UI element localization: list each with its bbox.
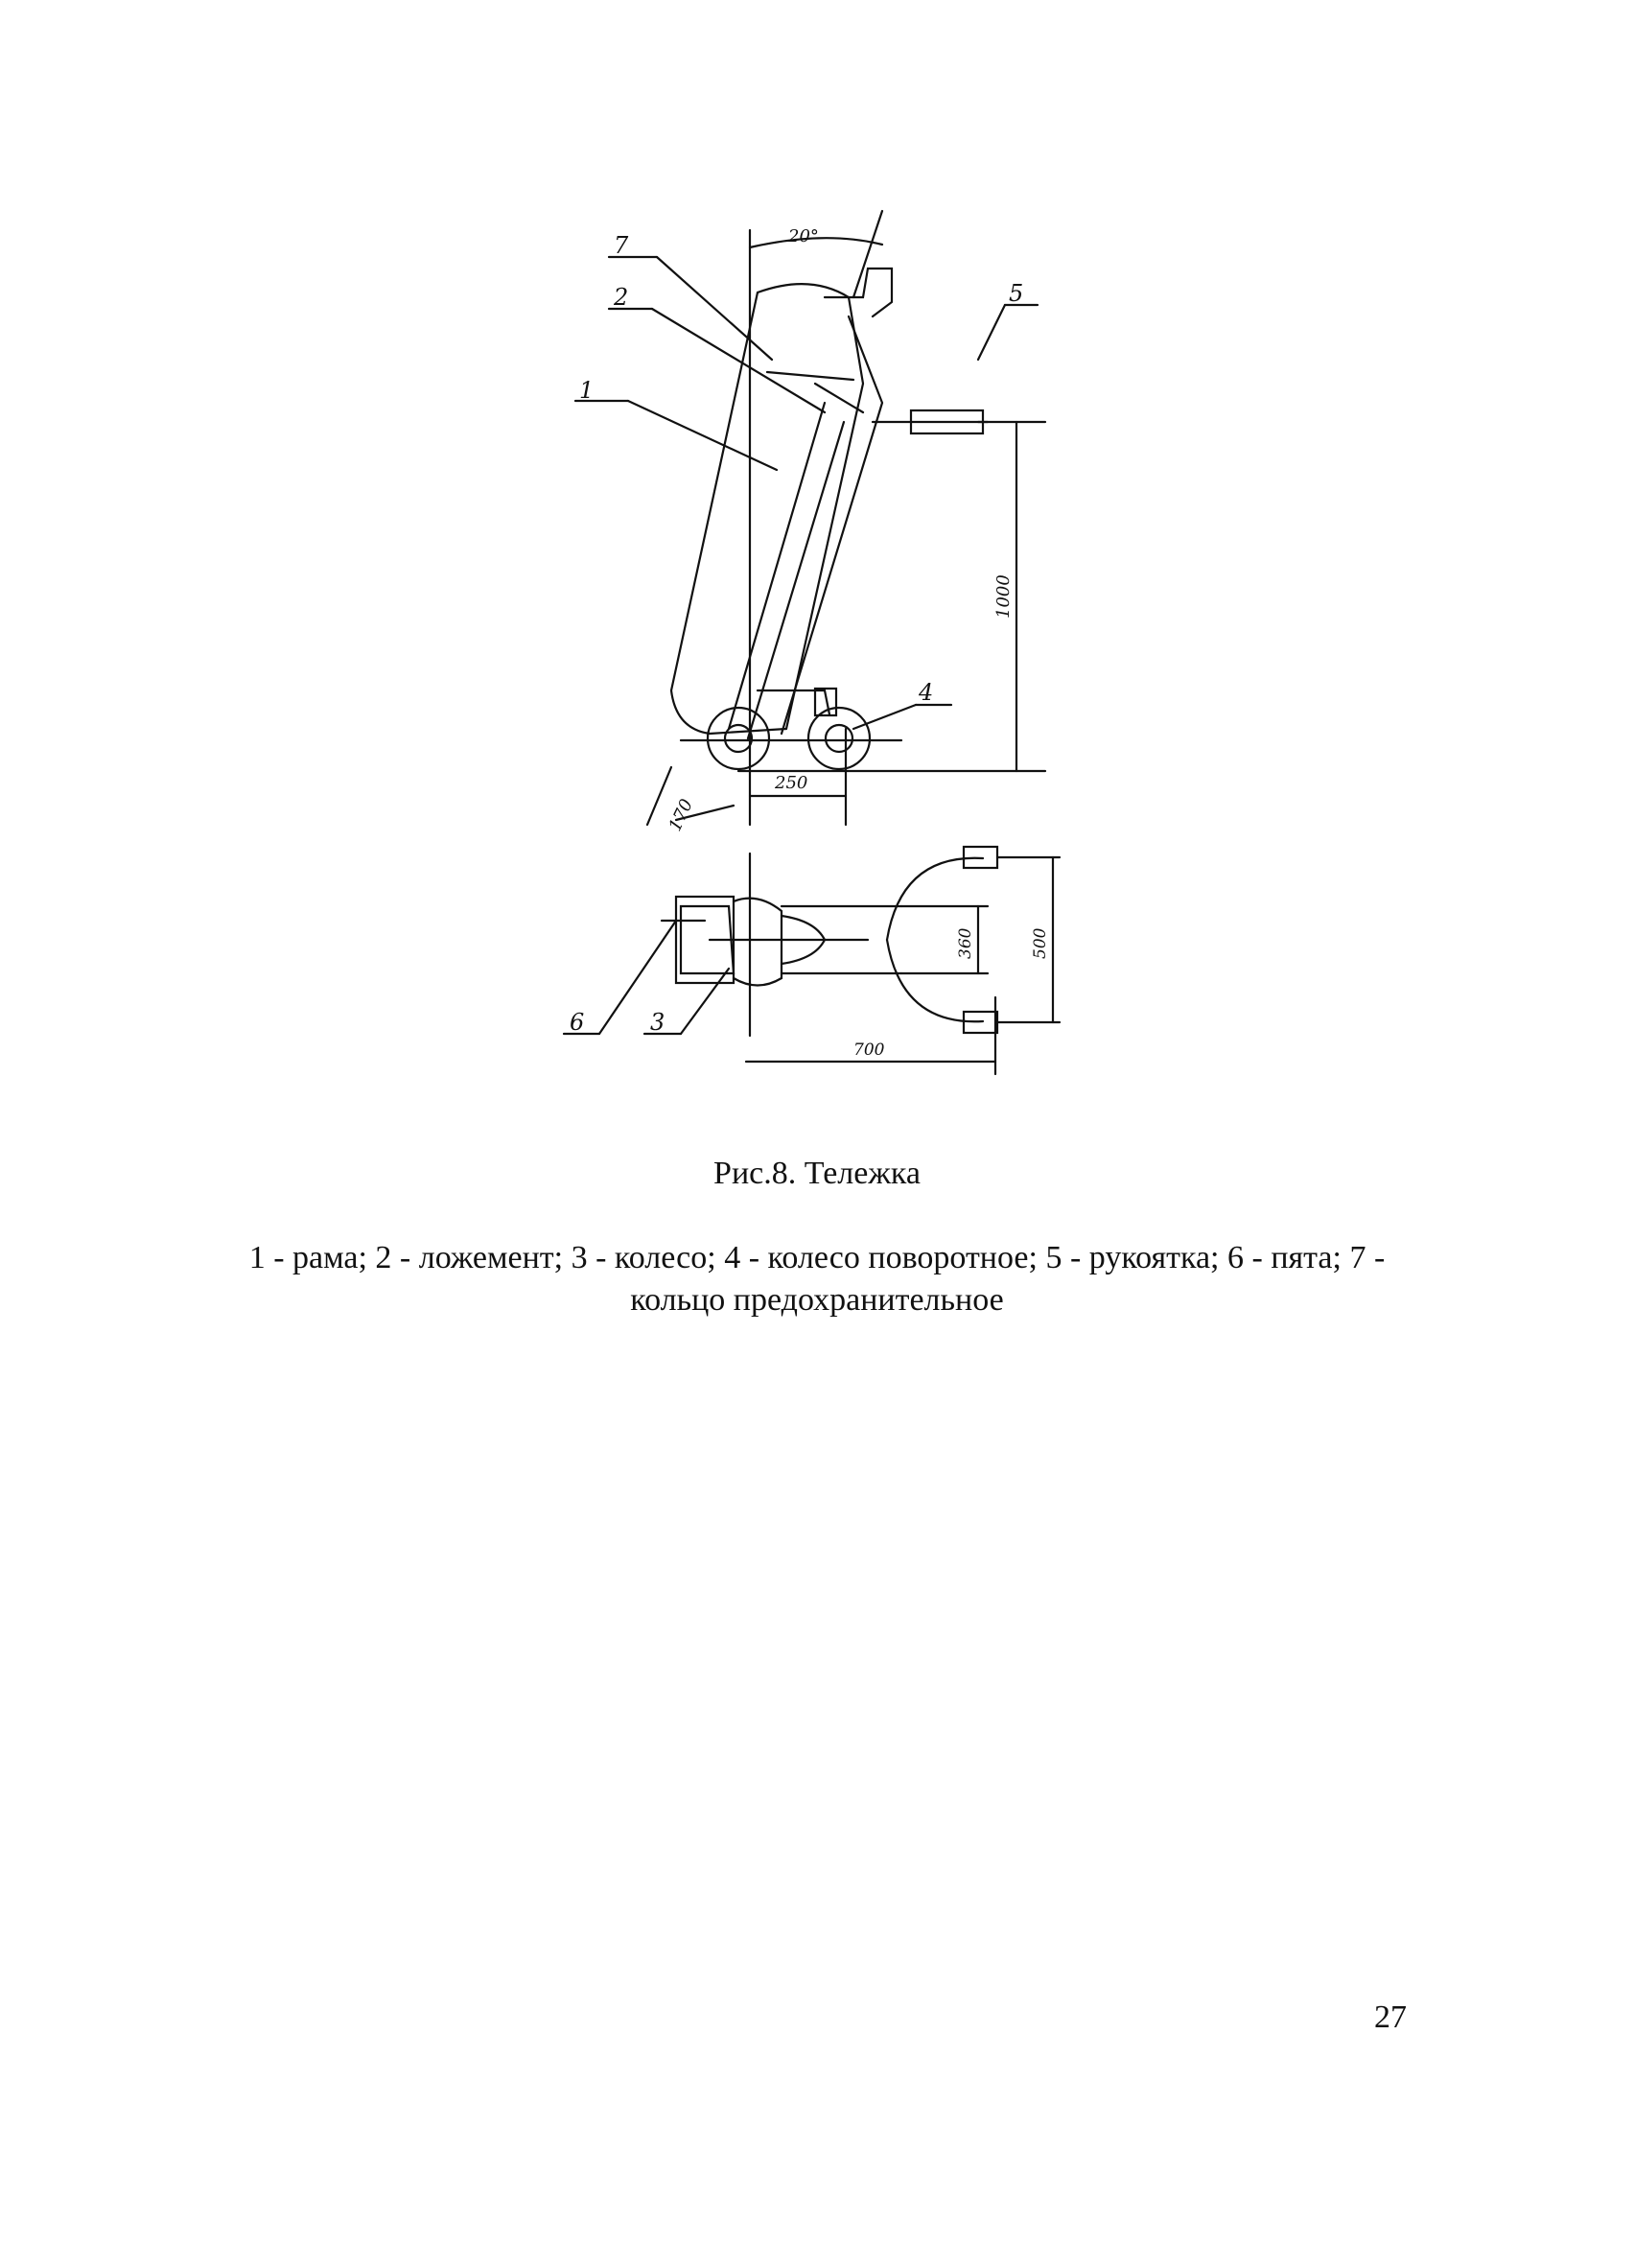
callout-7: 7 <box>614 232 629 259</box>
dimension-height: 1000 <box>993 574 1014 619</box>
callout-4: 4 <box>919 679 934 706</box>
callout-1: 1 <box>579 377 595 404</box>
callout-3: 3 <box>650 1009 665 1036</box>
callout-5: 5 <box>1009 280 1024 307</box>
callout-2: 2 <box>614 284 629 311</box>
figure-caption: Рис.8. Тележка <box>713 1156 921 1191</box>
dimension-170: 170 <box>665 796 698 835</box>
side-view <box>575 211 1045 825</box>
trolley-figure <box>537 192 1132 1112</box>
dimension-700: 700 <box>853 1040 885 1060</box>
top-view <box>564 847 1060 1074</box>
trolley-drawing <box>537 192 1132 1112</box>
dimension-360: 360 <box>956 927 975 959</box>
figure-legend: 1 - рама; 2 - ложемент; 3 - колесо; 4 - колесо поворотное; 5 - рукоятка; 6 - пята; 7 - кольцо предохранительное <box>248 1240 1386 1318</box>
page-number: 27 <box>1374 1999 1407 2035</box>
callout-6: 6 <box>570 1009 585 1036</box>
dimension-angle: 20° <box>788 226 819 246</box>
dimension-250: 250 <box>775 773 808 793</box>
dimension-500: 500 <box>1031 927 1050 959</box>
